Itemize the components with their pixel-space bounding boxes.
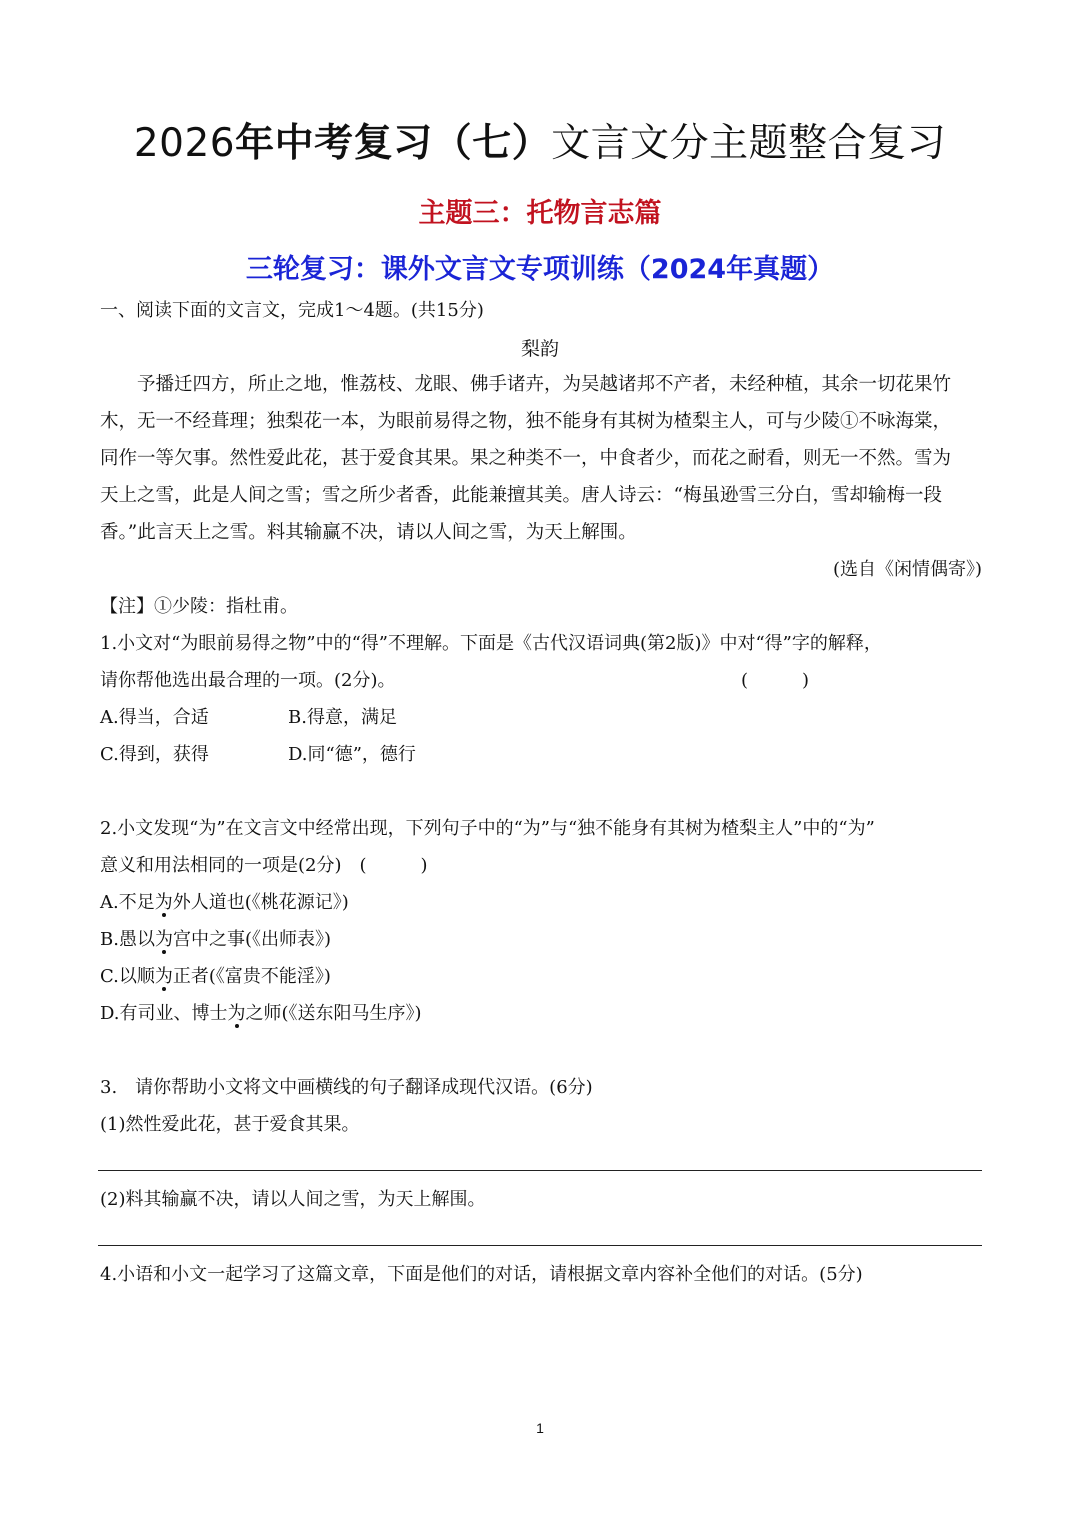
page-number: 1 [536,1420,544,1436]
option-c[interactable] [100,964,331,990]
title-rest: 文言文分主题整合复习 [551,121,947,166]
option-c[interactable]: C.得到，获得 [100,744,209,765]
section-intro: 一、阅读下面的文言文，完成1～4题。(共15分) [100,300,484,321]
answer-blank[interactable]: ( ) [741,670,810,691]
emphasized-word: 为 [155,890,173,916]
question-3-sub-2: (2)料其输赢不决，请以人间之雪，为天上解围。 [100,1189,486,1210]
passage-line: 天上之雪，此是人间之雪；雪之所少者香，此能兼擅其美。唐人诗云：“梅虽逊雪三分白，雪却输梅一段 [100,485,942,506]
option-text: D.有司业、博士 [100,1003,228,1024]
title-year: 2026 [133,121,236,166]
option-d[interactable]: D.同“德”，德行 [288,744,416,765]
option-text: 之师(《送东阳马生序》) [245,1003,422,1024]
footnote: 【注】①少陵：指杜甫。 [100,596,298,617]
question-2-text: 2.小文发现“为”在文言文中经常出现，下列句子中的“为”与“独不能身有其树为楂梨主人”中的“为” [100,818,875,839]
option-text: 外人道也(《桃花源记》) [172,892,349,913]
passage-source: (选自《闲情偶寄》) [832,559,982,580]
passage-title: 梨韵 [520,338,559,360]
answer-line[interactable] [98,1170,982,1171]
title-bold: 年中考复习（七） [235,121,552,166]
option-text: B.愚以 [100,929,155,950]
question-1-text: 请你帮他选出最合理的一项。(2分)。 [100,670,396,691]
emphasized-word: 为 [228,1001,246,1027]
emphasis-dot [162,913,166,917]
emphasis-dot [235,1024,239,1028]
emphasized-word: 为 [155,964,173,990]
question-3-sub-1: (1)然性爱此花，甚于爱食其果。 [100,1114,360,1135]
passage-line: 木，无一不经葺理；独梨花一本，为眼前易得之物，独不能身有其树为楂梨主人，可与少陵①不咏海棠， [100,411,952,432]
option-a[interactable] [100,890,349,916]
option-text: C.以顺 [100,966,155,987]
option-text: 宫中之事(《出师表》) [172,929,331,950]
option-text: 正者(《富贵不能淫》) [172,966,331,987]
option-b[interactable]: B.得意，满足 [288,707,397,728]
passage-line: 同作一等欠事。然性爱此花，甚于爱食其果。果之种类不一，中食者少，而花之耐看，则无一不然。雪为 [100,448,952,469]
theme-subtitle: 主题三：托物言志篇 [418,198,662,229]
question-1-text: 1.小文对“为眼前易得之物”中的“得”不理解。下面是《古代汉语词典(第2版)》中对“得”字的解释， [100,633,882,654]
emphasis-dot [162,950,166,954]
passage-line: 予播迁四方，所止之地，惟荔枝、龙眼、佛手诸卉，为吴越诸邦不产者，未经种植，其余一切花果竹 [100,374,952,395]
answer-line[interactable] [98,1245,982,1246]
page-title [0,118,1080,170]
question-4-text: 4.小语和小文一起学习了这篇文章，下面是他们的对话，请根据文章内容补全他们的对话。(5分) [100,1264,863,1285]
option-b[interactable] [100,927,331,953]
emphasized-word: 为 [155,927,173,953]
option-d[interactable] [100,1001,422,1027]
option-a[interactable]: A.得当，合适 [100,707,209,728]
emphasis-dot [162,987,166,991]
option-text: A.不足 [100,892,155,913]
question-2-text: 意义和用法相同的一项是(2分) ( ) [100,855,428,876]
review-subtitle: 三轮复习：课外文言文专项训练（2024年真题） [245,254,835,285]
question-3-text: 3. 请你帮助小文将文中画横线的句子翻译成现代汉语。(6分) [100,1077,593,1098]
passage-line: 香。”此言天上之雪。料其输赢不决，请以人间之雪，为天上解围。 [100,522,637,543]
